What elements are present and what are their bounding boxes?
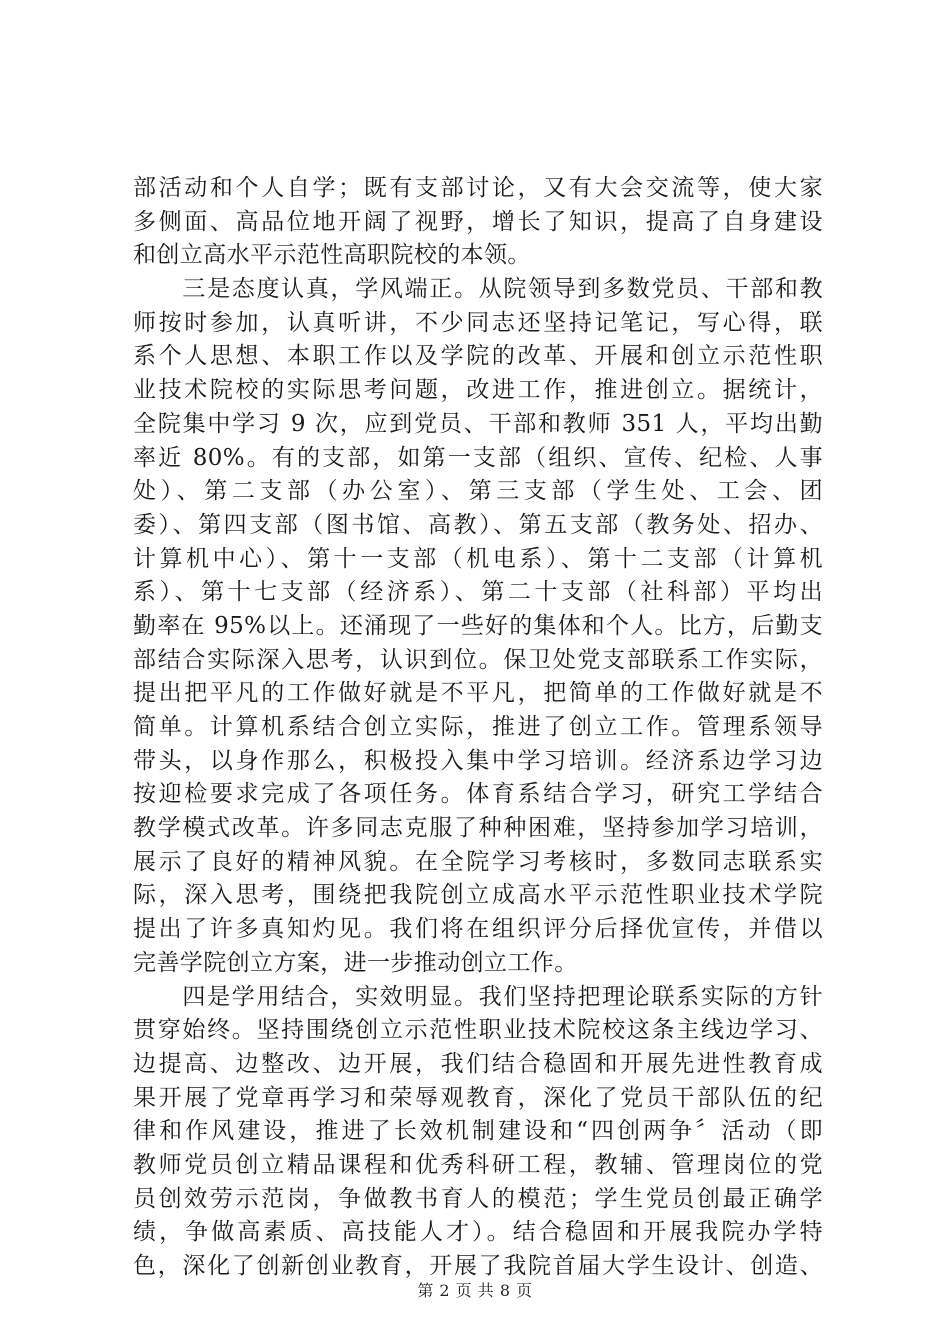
text-line: 师按时参加，认真听讲，不少同志还坚持记笔记，写心得，联 [133,309,823,336]
page-footer: 第 2 页 共 8 页 [417,1281,533,1300]
text-line: 多侧面、高品位地开阔了视野，增长了知识，提高了自身建设 [133,208,823,235]
text-line: 和创立高水平示范性高职院校的本领。 [133,242,531,269]
text-line: 业技术院校的实际思考问题，改进工作，推进创立。据统计， [133,377,823,404]
text-line: 按迎检要求完成了各项任务。体育系结合学习，研究工学结合 [133,781,823,808]
text-line: 贯穿始终。坚持围绕创立示范性职业技术院校这条主线边学习、 [133,1017,823,1044]
text-line: 教师党员创立精品课程和优秀科研工程，教辅、管理岗位的党 [133,1151,823,1178]
text-line: 四是学用结合，实效明显。我们坚持把理论联系实际的方针 [133,983,823,1010]
text-line: 际，深入思考，围绕把我院创立成高水平示范性职业技术学院 [133,882,823,909]
text-line: 系）、第十七支部（经济系）、第二十支部（社科部）平均出 [133,579,823,606]
text-line: 部结合实际深入思考，认识到位。保卫处党支部联系工作实际， [133,646,823,673]
text-line: 边提高、边整改、边开展，我们结合稳固和开展先进性教育成 [133,1050,823,1077]
text-line: 色，深化了创新创业教育，开展了我院首届大学生设计、创造、 [133,1253,823,1279]
text-line: 律和作风建设，推进了长效机制建设和“四创两争〞活动（即 [133,1118,823,1145]
body-text [133,172,823,1284]
text-line: 带头，以身作那么，积极投入集中学习培训。经济系边学习边 [133,747,823,774]
text-line: 展示了良好的精神风貌。在全院学习考核时，多数同志联系实 [133,848,823,875]
text-line: 提出把平凡的工作做好就是不平凡，把简单的工作做好就是不 [133,680,823,707]
text-line: 简单。计算机系结合创立实际，推进了创立工作。管理系领导 [133,714,823,740]
text-line: 员创效劳示范岗，争做教书育人的模范；学生党员创最正确学 [133,1185,823,1212]
text-line: 勤率在 95%以上。还涌现了一些好的集体和个人。比方，后勤支 [133,612,823,639]
text-line: 完善学院创立方案，进一步推动创立工作。 [133,949,578,976]
text-line: 提出了许多真知灼见。我们将在组织评分后择优宣传，并借以 [133,916,823,943]
text-line: 委）、第四支部（图书馆、高教）、第五支部（教务处、招办、 [133,511,823,538]
text-line: 果开展了党章再学习和荣辱观教育，深化了党员干部队伍的纪 [133,1084,823,1111]
text-line: 系个人思想、本职工作以及学院的改革、开展和创立示范性职 [133,343,823,370]
text-line: 教学模式改革。许多同志克服了种种困难，坚持参加学习培训， [133,815,823,842]
text-line: 全院集中学习 9 次，应到党员、干部和教师 351 人，平均出勤 [133,410,823,437]
text-line: 绩，争做高素质、高技能人才）。结合稳固和开展我院办学特 [133,1219,823,1246]
text-line: 计算机中心）、第十一支部（机电系）、第十二支部（计算机 [133,545,823,572]
text-line: 部活动和个人自学；既有支部讨论，又有大会交流等，使大家 [133,175,823,201]
text-line: 率近 80%。有的支部，如第一支部（组织、宣传、纪检、人事 [133,444,823,471]
text-line: 三是态度认真，学风端正。从院领导到多数党员、干部和教 [133,276,823,303]
text-line: 处）、第二支部（办公室）、第三支部（学生处、工会、团 [133,478,823,505]
